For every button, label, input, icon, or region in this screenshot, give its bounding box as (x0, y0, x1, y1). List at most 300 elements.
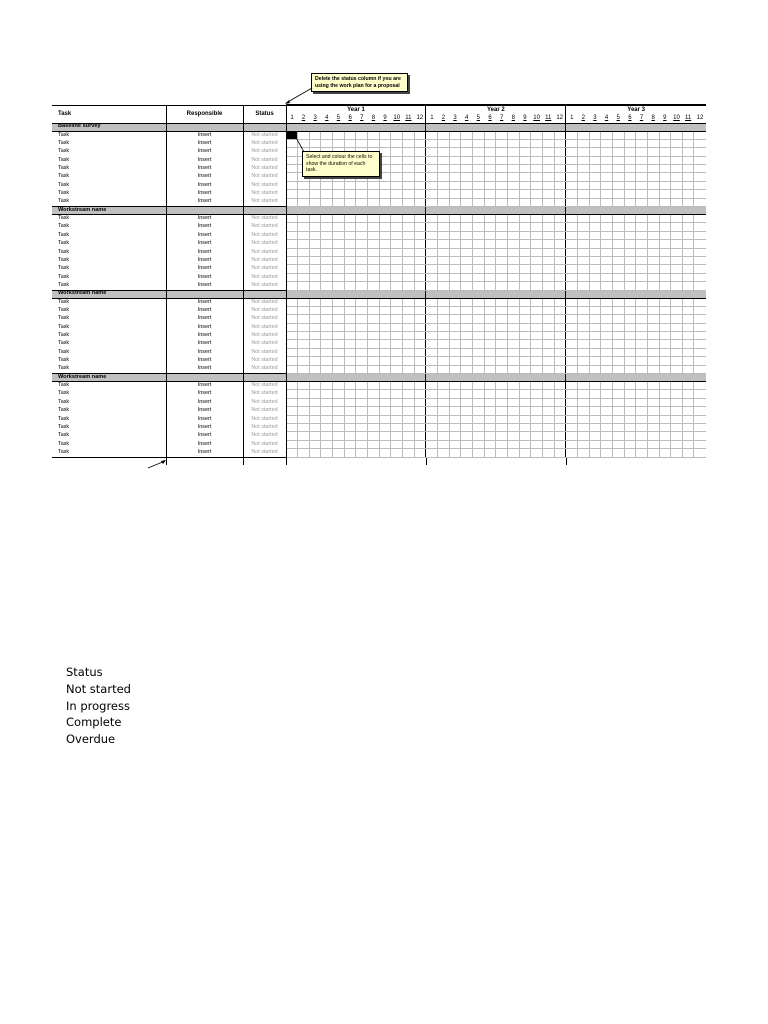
task-status[interactable]: Not started (243, 240, 286, 248)
timeline-cell[interactable] (379, 348, 391, 356)
timeline-cell[interactable] (461, 357, 473, 365)
timeline-cell[interactable] (507, 365, 519, 373)
timeline-cell[interactable] (496, 190, 508, 198)
timeline-cell[interactable] (473, 298, 485, 306)
timeline-cell[interactable] (636, 323, 648, 331)
timeline-cell[interactable] (286, 407, 298, 415)
task-status[interactable]: Not started (243, 424, 286, 432)
timeline-cell[interactable] (403, 432, 415, 440)
timeline-cell[interactable] (368, 248, 380, 256)
timeline-cell[interactable] (577, 298, 589, 306)
timeline-cell[interactable] (671, 181, 683, 189)
timeline-cell[interactable] (624, 265, 636, 273)
timeline-cell[interactable] (647, 323, 659, 331)
timeline-cell[interactable] (647, 357, 659, 365)
timeline-cell[interactable] (659, 190, 671, 198)
timeline-cell[interactable] (403, 449, 415, 457)
timeline-cell[interactable] (286, 282, 298, 290)
timeline-cell[interactable] (391, 265, 403, 273)
timeline-cell[interactable] (601, 340, 613, 348)
timeline-cell[interactable] (542, 348, 554, 356)
timeline-cell[interactable] (356, 306, 368, 314)
timeline-cell[interactable] (659, 348, 671, 356)
timeline-cell[interactable] (426, 131, 438, 139)
task-responsible[interactable]: Insert (166, 181, 243, 189)
timeline-cell[interactable] (566, 306, 578, 314)
timeline-cell[interactable] (473, 365, 485, 373)
timeline-cell[interactable] (647, 198, 659, 206)
timeline-cell[interactable] (589, 231, 601, 239)
timeline-cell[interactable] (426, 449, 438, 457)
timeline-cell[interactable] (449, 139, 461, 147)
timeline-cell[interactable] (449, 148, 461, 156)
timeline-cell[interactable] (473, 139, 485, 147)
task-name[interactable]: Task (58, 315, 70, 322)
task-status[interactable]: Not started (243, 340, 286, 348)
task-name[interactable]: Task (58, 281, 70, 288)
timeline-cell[interactable] (519, 190, 531, 198)
timeline-cell[interactable] (461, 265, 473, 273)
timeline-cell[interactable] (356, 223, 368, 231)
timeline-cell[interactable] (473, 449, 485, 457)
timeline-cell[interactable] (612, 156, 624, 164)
timeline-cell[interactable] (368, 449, 380, 457)
timeline-cell[interactable] (391, 248, 403, 256)
timeline-cell[interactable] (484, 306, 496, 314)
timeline-cell[interactable] (449, 256, 461, 264)
timeline-cell[interactable] (391, 181, 403, 189)
timeline-cell[interactable] (484, 432, 496, 440)
timeline-cell[interactable] (461, 440, 473, 448)
timeline-cell[interactable] (484, 240, 496, 248)
timeline-cell[interactable] (403, 382, 415, 390)
timeline-cell[interactable] (624, 357, 636, 365)
timeline-cell[interactable] (542, 190, 554, 198)
timeline-cell[interactable] (531, 148, 543, 156)
timeline-cell[interactable] (507, 432, 519, 440)
timeline-cell[interactable] (589, 139, 601, 147)
timeline-cell[interactable] (484, 223, 496, 231)
timeline-cell[interactable] (344, 298, 356, 306)
timeline-cell[interactable] (403, 357, 415, 365)
timeline-cell[interactable] (507, 390, 519, 398)
timeline-cell[interactable] (438, 432, 450, 440)
timeline-cell[interactable] (612, 282, 624, 290)
timeline-cell[interactable] (449, 282, 461, 290)
task-responsible[interactable]: Insert (166, 340, 243, 348)
timeline-cell[interactable] (309, 231, 321, 239)
timeline-cell[interactable] (682, 273, 694, 281)
task-responsible[interactable]: Insert (166, 382, 243, 390)
timeline-cell[interactable] (379, 265, 391, 273)
timeline-cell[interactable] (554, 348, 566, 356)
timeline-cell[interactable] (449, 306, 461, 314)
task-responsible[interactable]: Insert (166, 273, 243, 281)
timeline-cell[interactable] (286, 323, 298, 331)
timeline-cell[interactable] (321, 298, 333, 306)
timeline-cell[interactable] (612, 148, 624, 156)
timeline-cell[interactable] (519, 407, 531, 415)
timeline-cell[interactable] (612, 449, 624, 457)
timeline-cell[interactable] (577, 231, 589, 239)
timeline-cell[interactable] (531, 156, 543, 164)
task-status[interactable]: Not started (243, 148, 286, 156)
timeline-cell[interactable] (531, 173, 543, 181)
timeline-cell[interactable] (612, 332, 624, 340)
task-name[interactable]: Task (58, 407, 70, 414)
timeline-cell[interactable] (542, 256, 554, 264)
timeline-cell[interactable] (647, 240, 659, 248)
timeline-cell[interactable] (577, 265, 589, 273)
timeline-cell[interactable] (682, 365, 694, 373)
timeline-cell[interactable] (368, 131, 380, 139)
task-name[interactable]: Task (58, 432, 70, 439)
timeline-cell[interactable] (298, 415, 310, 423)
timeline-cell[interactable] (484, 273, 496, 281)
timeline-cell[interactable] (286, 449, 298, 457)
timeline-cell[interactable] (636, 273, 648, 281)
timeline-cell[interactable] (519, 415, 531, 423)
timeline-cell[interactable] (403, 348, 415, 356)
task-name[interactable]: Task (58, 181, 70, 188)
timeline-cell[interactable] (624, 398, 636, 406)
timeline-cell[interactable] (391, 407, 403, 415)
timeline-cell[interactable] (647, 265, 659, 273)
timeline-cell[interactable] (484, 348, 496, 356)
timeline-cell[interactable] (473, 357, 485, 365)
timeline-cell[interactable] (647, 440, 659, 448)
timeline-cell[interactable] (473, 273, 485, 281)
timeline-cell[interactable] (496, 240, 508, 248)
timeline-cell[interactable] (379, 398, 391, 406)
timeline-cell[interactable] (298, 332, 310, 340)
timeline-cell[interactable] (298, 298, 310, 306)
timeline-cell[interactable] (403, 173, 415, 181)
timeline-cell[interactable] (519, 198, 531, 206)
timeline-cell[interactable] (577, 198, 589, 206)
timeline-cell[interactable] (344, 139, 356, 147)
timeline-cell[interactable] (473, 240, 485, 248)
timeline-cell[interactable] (484, 323, 496, 331)
timeline-cell[interactable] (647, 348, 659, 356)
timeline-cell[interactable] (403, 282, 415, 290)
timeline-cell[interactable] (414, 398, 426, 406)
timeline-cell[interactable] (461, 348, 473, 356)
task-name[interactable]: Task (58, 273, 70, 280)
timeline-cell[interactable] (391, 357, 403, 365)
timeline-cell[interactable] (344, 398, 356, 406)
timeline-cell[interactable] (612, 348, 624, 356)
timeline-cell[interactable] (286, 231, 298, 239)
timeline-cell[interactable] (566, 365, 578, 373)
timeline-cell[interactable] (484, 398, 496, 406)
timeline-cell[interactable] (333, 357, 345, 365)
timeline-cell[interactable] (461, 382, 473, 390)
timeline-cell[interactable] (438, 215, 450, 223)
timeline-cell[interactable] (542, 181, 554, 189)
timeline-cell[interactable] (473, 265, 485, 273)
timeline-cell[interactable] (542, 407, 554, 415)
timeline-cell[interactable] (473, 323, 485, 331)
timeline-cell[interactable] (473, 131, 485, 139)
timeline-cell[interactable] (321, 315, 333, 323)
timeline-cell[interactable] (636, 306, 648, 314)
timeline-cell[interactable] (612, 273, 624, 281)
timeline-cell[interactable] (309, 240, 321, 248)
timeline-cell[interactable] (449, 215, 461, 223)
timeline-cell[interactable] (507, 131, 519, 139)
timeline-cell[interactable] (333, 240, 345, 248)
timeline-cell[interactable] (309, 248, 321, 256)
timeline-cell[interactable] (286, 223, 298, 231)
timeline-cell[interactable] (589, 424, 601, 432)
timeline-cell[interactable] (507, 198, 519, 206)
timeline-cell[interactable] (449, 332, 461, 340)
timeline-cell[interactable] (403, 131, 415, 139)
task-status[interactable]: Not started (243, 198, 286, 206)
timeline-cell[interactable] (682, 415, 694, 423)
task-name[interactable]: Task (58, 423, 70, 430)
timeline-cell[interactable] (379, 273, 391, 281)
timeline-cell[interactable] (496, 348, 508, 356)
timeline-cell[interactable] (449, 440, 461, 448)
task-status[interactable]: Not started (243, 323, 286, 331)
timeline-cell[interactable] (309, 139, 321, 147)
timeline-cell[interactable] (496, 340, 508, 348)
timeline-cell[interactable] (531, 348, 543, 356)
timeline-cell[interactable] (414, 156, 426, 164)
timeline-cell[interactable] (577, 382, 589, 390)
timeline-cell[interactable] (507, 190, 519, 198)
task-name[interactable]: Task (52, 449, 166, 457)
timeline-cell[interactable] (647, 282, 659, 290)
timeline-cell[interactable] (449, 173, 461, 181)
timeline-cell[interactable] (636, 173, 648, 181)
timeline-cell[interactable] (379, 131, 391, 139)
timeline-cell[interactable] (671, 298, 683, 306)
timeline-cell[interactable] (589, 357, 601, 365)
timeline-cell[interactable] (577, 332, 589, 340)
timeline-cell[interactable] (286, 440, 298, 448)
timeline-cell[interactable] (624, 148, 636, 156)
timeline-cell[interactable] (577, 181, 589, 189)
timeline-cell[interactable] (589, 256, 601, 264)
timeline-cell[interactable] (414, 332, 426, 340)
timeline-cell[interactable] (636, 148, 648, 156)
timeline-cell[interactable] (507, 256, 519, 264)
timeline-cell[interactable] (309, 382, 321, 390)
timeline-cell[interactable] (659, 432, 671, 440)
timeline-cell[interactable] (624, 432, 636, 440)
timeline-cell[interactable] (438, 165, 450, 173)
timeline-cell[interactable] (624, 165, 636, 173)
timeline-cell[interactable] (484, 173, 496, 181)
timeline-cell[interactable] (624, 407, 636, 415)
timeline-cell[interactable] (671, 148, 683, 156)
timeline-cell[interactable] (554, 440, 566, 448)
timeline-cell[interactable] (473, 190, 485, 198)
timeline-cell[interactable] (356, 348, 368, 356)
timeline-cell[interactable] (286, 332, 298, 340)
timeline-cell[interactable] (426, 240, 438, 248)
timeline-cell[interactable] (554, 231, 566, 239)
timeline-cell[interactable] (333, 415, 345, 423)
timeline-cell[interactable] (379, 315, 391, 323)
timeline-cell[interactable] (542, 340, 554, 348)
timeline-cell[interactable] (601, 131, 613, 139)
task-responsible[interactable]: Insert (166, 424, 243, 432)
timeline-cell[interactable] (659, 148, 671, 156)
timeline-cell[interactable] (659, 165, 671, 173)
timeline-cell[interactable] (426, 282, 438, 290)
timeline-cell[interactable] (601, 365, 613, 373)
timeline-cell[interactable] (391, 256, 403, 264)
timeline-cell[interactable] (636, 415, 648, 423)
timeline-cell[interactable] (368, 181, 380, 189)
timeline-cell[interactable] (589, 323, 601, 331)
timeline-cell[interactable] (309, 348, 321, 356)
timeline-cell[interactable] (391, 282, 403, 290)
timeline-cell[interactable] (566, 449, 578, 457)
timeline-cell[interactable] (321, 282, 333, 290)
timeline-cell[interactable] (426, 231, 438, 239)
timeline-cell[interactable] (391, 382, 403, 390)
timeline-cell[interactable] (554, 156, 566, 164)
timeline-cell[interactable] (589, 273, 601, 281)
timeline-cell[interactable] (566, 156, 578, 164)
timeline-cell[interactable] (344, 424, 356, 432)
timeline-cell[interactable] (484, 332, 496, 340)
timeline-cell[interactable] (519, 273, 531, 281)
timeline-cell[interactable] (344, 365, 356, 373)
task-responsible[interactable]: Insert (166, 265, 243, 273)
task-name[interactable]: Task (58, 256, 70, 263)
task-responsible[interactable]: Insert (166, 440, 243, 448)
timeline-cell[interactable] (496, 432, 508, 440)
timeline-cell[interactable] (344, 390, 356, 398)
timeline-cell[interactable] (391, 332, 403, 340)
timeline-cell[interactable] (298, 424, 310, 432)
timeline-cell[interactable] (531, 306, 543, 314)
timeline-cell[interactable] (286, 365, 298, 373)
timeline-cell[interactable] (321, 398, 333, 406)
timeline-cell[interactable] (542, 156, 554, 164)
timeline-cell[interactable] (426, 198, 438, 206)
timeline-cell[interactable] (379, 156, 391, 164)
timeline-cell[interactable] (601, 424, 613, 432)
timeline-cell[interactable] (333, 323, 345, 331)
timeline-cell[interactable] (601, 432, 613, 440)
timeline-cell[interactable] (507, 181, 519, 189)
timeline-cell[interactable] (601, 415, 613, 423)
timeline-cell[interactable] (449, 348, 461, 356)
timeline-cell[interactable] (414, 348, 426, 356)
task-status[interactable]: Not started (243, 256, 286, 264)
timeline-cell[interactable] (403, 273, 415, 281)
timeline-cell[interactable] (286, 215, 298, 223)
timeline-cell[interactable] (449, 382, 461, 390)
timeline-cell[interactable] (344, 432, 356, 440)
timeline-cell[interactable] (426, 265, 438, 273)
timeline-cell[interactable] (671, 440, 683, 448)
timeline-cell[interactable] (601, 190, 613, 198)
task-responsible[interactable]: Insert (166, 240, 243, 248)
timeline-cell[interactable] (589, 265, 601, 273)
timeline-cell[interactable] (298, 306, 310, 314)
timeline-cell[interactable] (484, 248, 496, 256)
timeline-cell[interactable] (298, 348, 310, 356)
timeline-cell[interactable] (321, 256, 333, 264)
timeline-cell[interactable] (694, 139, 706, 147)
timeline-cell[interactable] (321, 265, 333, 273)
timeline-cell[interactable] (298, 340, 310, 348)
timeline-cell[interactable] (647, 190, 659, 198)
timeline-cell[interactable] (612, 190, 624, 198)
timeline-cell[interactable] (496, 298, 508, 306)
timeline-cell[interactable] (333, 390, 345, 398)
timeline-cell[interactable] (344, 357, 356, 365)
timeline-cell[interactable] (682, 181, 694, 189)
timeline-cell[interactable] (671, 348, 683, 356)
timeline-cell[interactable] (391, 323, 403, 331)
timeline-cell[interactable] (391, 139, 403, 147)
timeline-cell[interactable] (344, 198, 356, 206)
timeline-cell[interactable] (531, 332, 543, 340)
timeline-cell[interactable] (542, 248, 554, 256)
timeline-cell[interactable] (426, 298, 438, 306)
timeline-cell[interactable] (461, 231, 473, 239)
timeline-cell[interactable] (438, 332, 450, 340)
timeline-cell[interactable] (577, 357, 589, 365)
timeline-cell[interactable] (671, 398, 683, 406)
timeline-cell[interactable] (659, 306, 671, 314)
timeline-cell[interactable] (589, 390, 601, 398)
timeline-cell[interactable] (542, 173, 554, 181)
timeline-cell[interactable] (519, 156, 531, 164)
timeline-cell[interactable] (414, 390, 426, 398)
timeline-cell[interactable] (391, 415, 403, 423)
timeline-cell[interactable] (426, 357, 438, 365)
task-responsible[interactable]: Insert (166, 156, 243, 164)
timeline-cell[interactable] (636, 282, 648, 290)
timeline-cell[interactable] (309, 256, 321, 264)
task-name[interactable]: Task (58, 306, 70, 313)
timeline-cell[interactable] (414, 407, 426, 415)
timeline-cell[interactable] (333, 432, 345, 440)
timeline-cell[interactable] (368, 215, 380, 223)
timeline-cell[interactable] (566, 407, 578, 415)
timeline-cell[interactable] (461, 390, 473, 398)
timeline-cell[interactable] (321, 323, 333, 331)
timeline-cell[interactable] (391, 315, 403, 323)
timeline-cell[interactable] (309, 181, 321, 189)
timeline-cell[interactable] (577, 449, 589, 457)
timeline-cell[interactable] (601, 265, 613, 273)
timeline-cell[interactable] (344, 223, 356, 231)
timeline-cell[interactable] (519, 215, 531, 223)
timeline-cell[interactable] (624, 340, 636, 348)
timeline-cell[interactable] (519, 265, 531, 273)
timeline-cell[interactable] (682, 449, 694, 457)
timeline-cell[interactable] (496, 323, 508, 331)
timeline-cell[interactable] (671, 256, 683, 264)
timeline-cell[interactable] (647, 139, 659, 147)
timeline-cell[interactable] (414, 231, 426, 239)
timeline-cell[interactable] (496, 306, 508, 314)
timeline-cell[interactable] (356, 398, 368, 406)
timeline-cell[interactable] (659, 382, 671, 390)
timeline-cell[interactable] (542, 415, 554, 423)
